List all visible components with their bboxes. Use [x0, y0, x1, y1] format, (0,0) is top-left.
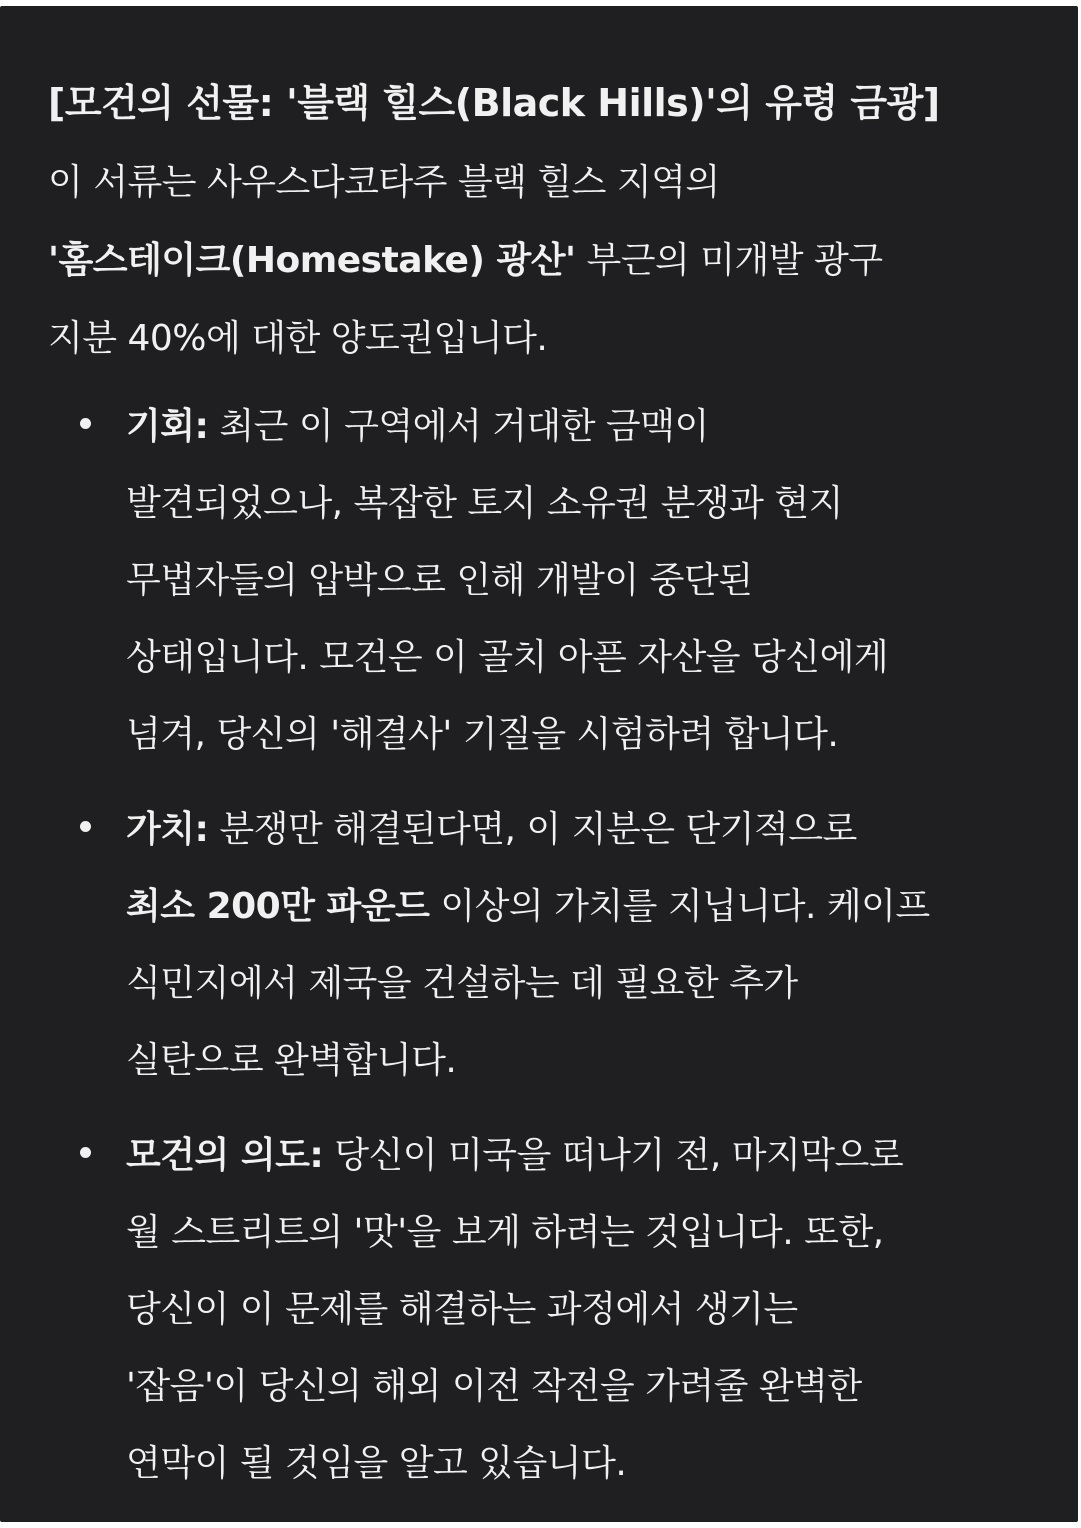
- bullet-dot-icon: [80, 821, 91, 832]
- bullet-line: 발견되었으나, 복잡한 토지 소유권 분쟁과 현지: [126, 483, 843, 524]
- bullet-line: [126, 791, 1038, 868]
- bullet-line: 당신이 이 문제를 해결하는 과정에서 생기는: [126, 1289, 798, 1330]
- intro-mine-name: '홈스테이크(Homestake) 광산': [48, 240, 576, 281]
- bullet-label: 모건의 의도:: [126, 1135, 324, 1176]
- bullet-line: 연막이 될 것임을 알고 있습니다.: [126, 1443, 627, 1484]
- intro-line-2: [48, 222, 988, 300]
- bullet-dot-icon: [80, 418, 91, 429]
- intro-paragraph: [48, 144, 988, 378]
- bullet-intent: [48, 1117, 1038, 1502]
- bullet-value: [48, 791, 1038, 1099]
- bullet-opportunity: [48, 388, 1038, 773]
- bullet-list: [48, 388, 1038, 1502]
- intro-line-3: 지분 40%에 대한 양도권입니다.: [48, 318, 548, 359]
- bullet-line: 최소 200만 파운드 이상의 가치를 지닙니다. 케이프: [126, 886, 930, 927]
- bullet-label: 가치:: [126, 809, 209, 850]
- bullet-label: 기회:: [126, 406, 209, 447]
- document-title: [모건의 선물: '블랙 힐스(Black Hills)'의 유령 금광]: [48, 81, 940, 125]
- bullet-text: 최근 이 구역에서 거대한 금맥이: [208, 406, 709, 447]
- bullet-line: [126, 388, 1038, 465]
- bullet-line: 식민지에서 제국을 건설하는 데 필요한 추가: [126, 963, 798, 1004]
- bullet-line: 넘겨, 당신의 '해결사' 기질을 시험하려 합니다.: [126, 714, 839, 755]
- bullet-text: 분쟁만 해결된다면, 이 지분은 단기적으로: [208, 809, 857, 850]
- bullet-line: 무법자들의 압박으로 인해 개발이 중단된: [126, 560, 753, 601]
- bullet-line: '잡음'이 당신의 해외 이전 작전을 가려줄 완벽한: [126, 1366, 862, 1407]
- bullet-line: 실탄으로 완벽합니다.: [126, 1040, 457, 1081]
- document-panel: [0, 6, 1078, 1522]
- bullet-dot-icon: [80, 1147, 91, 1158]
- bullet-line: 월 스트리트의 '맛'을 보게 하려는 것입니다. 또한,: [126, 1212, 884, 1253]
- intro-line-2-rest: 부근의 미개발 광구: [575, 240, 883, 281]
- intro-line-1: 이 서류는 사우스다코타주 블랙 힐스 지역의: [48, 162, 720, 203]
- bullet-line: 상태입니다. 모건은 이 골치 아픈 자산을 당신에게: [126, 637, 889, 678]
- value-amount: 최소 200만 파운드: [126, 886, 430, 927]
- bullet-line: [126, 1117, 1038, 1194]
- bullet-text: 당신이 미국을 떠나기 전, 마지막으로: [323, 1135, 904, 1176]
